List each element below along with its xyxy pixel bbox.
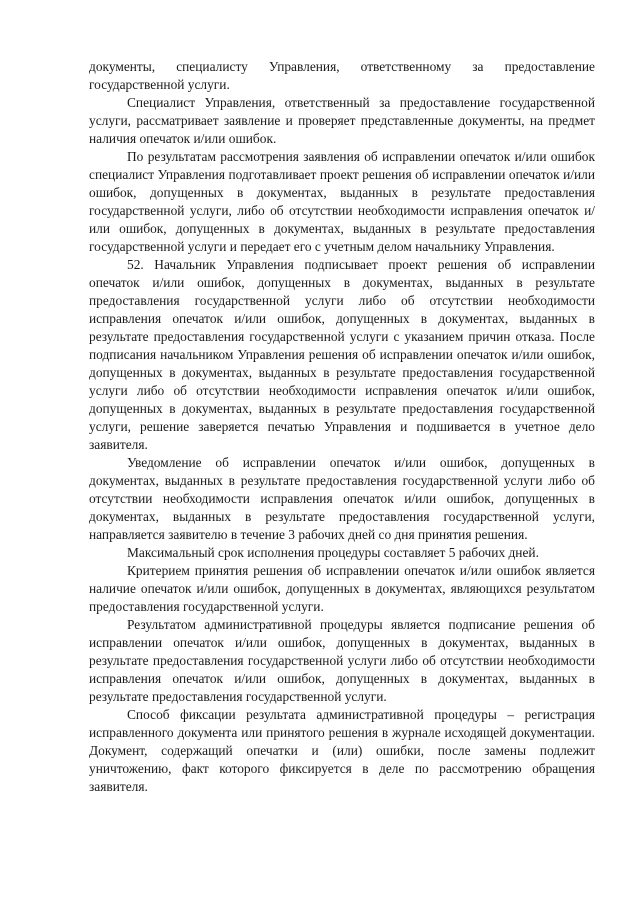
- paragraph-max-term: Максимальный срок исполнения процедуры составляет 5 рабочих дней.: [127, 545, 539, 560]
- paragraph-continuation: документы, специалисту Управления, ответственному за предоставление государственной услуги.: [89, 59, 595, 92]
- paragraph-fixation-method: Способ фиксации результата административной процедуры – регистрация исправленного документа или принятого решения в журнале исходящей документации. Документ, содержащий опечатки и (или) ошибки, после замены подлежит уничтожению, факт которого фиксируется в деле по рассмотрению обращения заявителя.: [89, 707, 595, 794]
- paragraph-decision-criterion: Критерием принятия решения об исправлении опечаток и/или ошибок является наличие опечаток и/или ошибок, допущенных в документах, являющихся результатом предоставления государственной услуги.: [89, 563, 595, 614]
- paragraph-review-results: По результатам рассмотрения заявления об исправлении опечаток и/или ошибок специалист Управления подготавливает проект решения об исправлении опечаток и/или ошибок, допущенных в документах, выданных в результате предоставления государственной услуги, либо об отсутствии необходимости исправления опечаток и/или ошибок, допущенных в документах, выданных в результате предоставления государственной услуги и передает его с учетным делом начальнику Управления.: [89, 149, 595, 254]
- paragraph-procedure-result: Результатом административной процедуры является подписание решения об исправлении опечаток и/или ошибок, допущенных в документах, выданных в результате предоставления государственной услуги либо об отсутствии необходимости исправления опечаток и/или ошибок, допущенных в документах, выданных в результате предоставления государственной услуги.: [89, 617, 595, 704]
- document-page: [89, 58, 595, 796]
- paragraph-specialist-review: Специалист Управления, ответственный за предоставление государственной услуги, рассматривает заявление и проверяет представленные документы, на предмет наличия опечаток и/или ошибок.: [89, 95, 595, 146]
- paragraph-notification: Уведомление об исправлении опечаток и/или ошибок, допущенных в документах, выданных в результате предоставления государственной услуги либо об отсутствии необходимости исправления опечаток и/или ошибок, допущенных в документах, выданных в результате предоставления государственной услуги, направляется заявителю в течение 3 рабочих дней со дня принятия решения.: [89, 455, 595, 542]
- paragraph-52-head-signs: 52. Начальник Управления подписывает проект решения об исправлении опечаток и/или ошибок, допущенных в документах, выданных в результате предоставления государственной услуги либо об отсутствии необходимости исправления опечаток и/или ошибок, допущенных в документах, выданных в результате предоставления государственной услуги с указанием причин отказа. После подписания начальником Управления решения об исправлении опечаток и/или ошибок, допущенных в документах, выданных в результате предоставления государственной услуги либо об отсутствии необходимости исправления опечаток и/или ошибок, допущенных в документах, выданных в результате предоставления государственной услуги, решение заверяется печатью Управления и подшивается в учетное дело заявителя.: [89, 257, 595, 452]
